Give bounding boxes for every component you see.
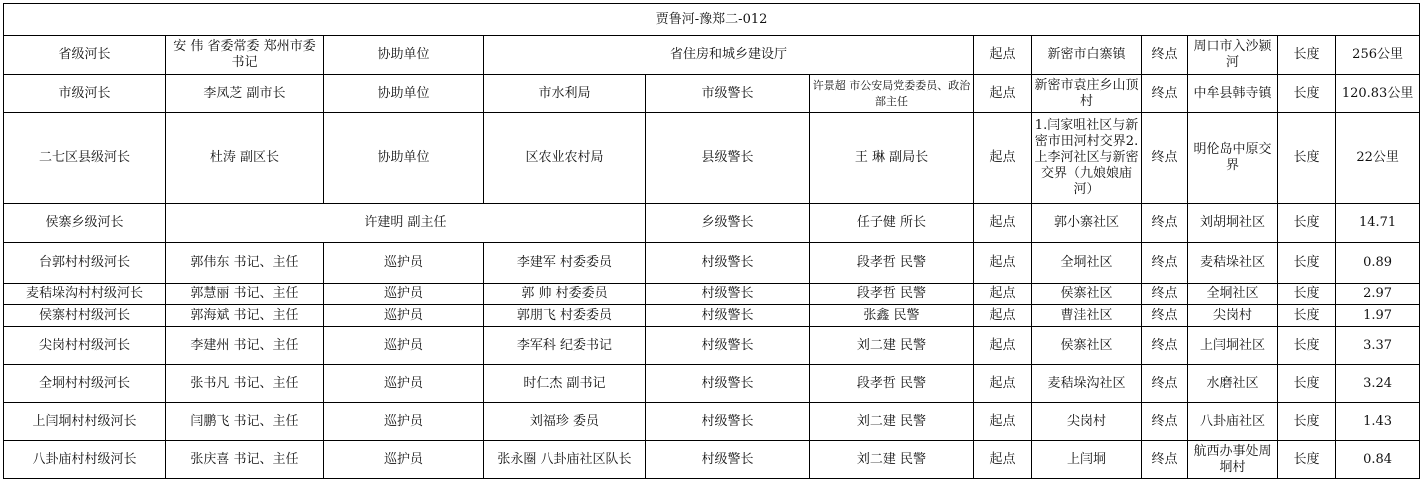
- start-point: 侯寨社区: [1032, 284, 1142, 305]
- police-chief: 段孝哲 民警: [810, 284, 974, 305]
- chief-name: 闫鹏飞 书记、主任: [166, 403, 324, 441]
- chief-level: 市级河长: [4, 75, 166, 113]
- police-level: 村级警长: [646, 441, 810, 479]
- chief-name: 郭伟东 书记、主任: [166, 243, 324, 284]
- title-row: [4, 4, 1420, 36]
- start-point: 新密市白寨镇: [1032, 36, 1142, 75]
- length-label: 长度: [1278, 365, 1336, 403]
- chief-name: 杜涛 副区长: [166, 113, 324, 204]
- start-label: 起点: [974, 403, 1032, 441]
- table-row: [4, 441, 1420, 479]
- length-label: 长度: [1278, 403, 1336, 441]
- police-chief: 刘二建 民警: [810, 441, 974, 479]
- table-row: [4, 327, 1420, 365]
- length-value: 22公里: [1336, 113, 1420, 204]
- length-value: 256公里: [1336, 36, 1420, 75]
- police-level: 县级警长: [646, 113, 810, 204]
- end-label: 终点: [1142, 36, 1188, 75]
- length-label: 长度: [1278, 327, 1336, 365]
- patrol-label: 巡护员: [324, 327, 484, 365]
- chief-level: 侯寨乡级河长: [4, 204, 166, 243]
- start-point: 新密市袁庄乡山顶村: [1032, 75, 1142, 113]
- table-row: [4, 403, 1420, 441]
- table-row: [4, 75, 1420, 113]
- police-chief: 段孝哲 民警: [810, 365, 974, 403]
- start-label: 起点: [974, 243, 1032, 284]
- end-label: 终点: [1142, 305, 1188, 327]
- length-label: 长度: [1278, 305, 1336, 327]
- length-label: 长度: [1278, 113, 1336, 204]
- police-level: 市级警长: [646, 75, 810, 113]
- chief-level: 省级河长: [4, 36, 166, 75]
- police-chief: 刘二建 民警: [810, 403, 974, 441]
- length-value: 2.97: [1336, 284, 1420, 305]
- length-value: 1.43: [1336, 403, 1420, 441]
- chief-level: 麦秸垛沟村村级河长: [4, 284, 166, 305]
- police-level: 村级警长: [646, 403, 810, 441]
- start-label: 起点: [974, 365, 1032, 403]
- table-row: [4, 204, 1420, 243]
- start-label: 起点: [974, 441, 1032, 479]
- table-row: [4, 305, 1420, 327]
- chief-level: 侯寨村村级河长: [4, 305, 166, 327]
- start-label: 起点: [974, 204, 1032, 243]
- start-label: 起点: [974, 75, 1032, 113]
- chief-name: 安 伟 省委常委 郑州市委书记: [166, 36, 324, 75]
- chief-name: 李建州 书记、主任: [166, 327, 324, 365]
- patrol-label: 巡护员: [324, 284, 484, 305]
- end-label: 终点: [1142, 327, 1188, 365]
- end-label: 终点: [1142, 441, 1188, 479]
- police-chief: 刘二建 民警: [810, 327, 974, 365]
- start-label: 起点: [974, 36, 1032, 75]
- start-label: 起点: [974, 327, 1032, 365]
- start-point: 侯寨社区: [1032, 327, 1142, 365]
- chief-name: 张书凡 书记、主任: [166, 365, 324, 403]
- start-point: 全垌社区: [1032, 243, 1142, 284]
- start-point: 1.闫家咀社区与新密市田河村交界2.上李河社区与新密交界（九娘娘庙河）: [1032, 113, 1142, 204]
- end-label: 终点: [1142, 113, 1188, 204]
- end-point: 麦秸垛社区: [1188, 243, 1278, 284]
- table-row: [4, 36, 1420, 75]
- chief-level: 八卦庙村村级河长: [4, 441, 166, 479]
- end-point: 上闫垌社区: [1188, 327, 1278, 365]
- police-chief: 段孝哲 民警: [810, 243, 974, 284]
- assist-label: 协助单位: [324, 75, 484, 113]
- start-point: 曹洼社区: [1032, 305, 1142, 327]
- police-chief: 许景超 市公安局党委委员、政治部主任: [810, 75, 974, 113]
- police-chief: 王 琳 副局长: [810, 113, 974, 204]
- end-point: 周口市入沙颍河: [1188, 36, 1278, 75]
- start-label: 起点: [974, 113, 1032, 204]
- chief-level: 台郭村村级河长: [4, 243, 166, 284]
- end-point: 水磨社区: [1188, 365, 1278, 403]
- patrol-label: 巡护员: [324, 365, 484, 403]
- end-point: 尖岗村: [1188, 305, 1278, 327]
- patrol-name: 时仁杰 副书记: [484, 365, 646, 403]
- length-label: 长度: [1278, 441, 1336, 479]
- chief-name: 张庆喜 书记、主任: [166, 441, 324, 479]
- chief-name: 许建明 副主任: [166, 204, 646, 243]
- chief-name: 郭慧丽 书记、主任: [166, 284, 324, 305]
- end-point: 航西办事处周垌村: [1188, 441, 1278, 479]
- table-row: [4, 113, 1420, 204]
- end-point: 明伦岛中原交界: [1188, 113, 1278, 204]
- end-label: 终点: [1142, 75, 1188, 113]
- police-level: 村级警长: [646, 327, 810, 365]
- police-level: 乡级警长: [646, 204, 810, 243]
- end-label: 终点: [1142, 403, 1188, 441]
- assist-unit: 区农业农村局: [484, 113, 646, 204]
- patrol-label: 巡护员: [324, 243, 484, 284]
- patrol-name: 李建军 村委委员: [484, 243, 646, 284]
- start-point: 郭小寨社区: [1032, 204, 1142, 243]
- end-label: 终点: [1142, 243, 1188, 284]
- chief-name: 李凤芝 副市长: [166, 75, 324, 113]
- length-value: 0.89: [1336, 243, 1420, 284]
- assist-label: 协助单位: [324, 36, 484, 75]
- patrol-label: 巡护员: [324, 441, 484, 479]
- table-title: 贾鲁河-豫郑二-012: [4, 4, 1420, 36]
- start-label: 起点: [974, 305, 1032, 327]
- police-chief: 张鑫 民警: [810, 305, 974, 327]
- end-point: 八卦庙社区: [1188, 403, 1278, 441]
- chief-level: 全垌村村级河长: [4, 365, 166, 403]
- chief-name: 郭海斌 书记、主任: [166, 305, 324, 327]
- assist-unit: 省住房和城乡建设厅: [484, 36, 974, 75]
- table-row: [4, 284, 1420, 305]
- patrol-name: 郭 帅 村委委员: [484, 284, 646, 305]
- patrol-name: 张永圈 八卦庙社区队长: [484, 441, 646, 479]
- chief-level: 尖岗村村级河长: [4, 327, 166, 365]
- end-point: 中牟县韩寺镇: [1188, 75, 1278, 113]
- end-point: 刘胡垌社区: [1188, 204, 1278, 243]
- end-point: 全垌社区: [1188, 284, 1278, 305]
- length-value: 14.71: [1336, 204, 1420, 243]
- length-label: 长度: [1278, 36, 1336, 75]
- assist-label: 协助单位: [324, 113, 484, 204]
- length-value: 1.97: [1336, 305, 1420, 327]
- chief-level: 二七区县级河长: [4, 113, 166, 204]
- end-label: 终点: [1142, 365, 1188, 403]
- length-label: 长度: [1278, 75, 1336, 113]
- patrol-name: 李军科 纪委书记: [484, 327, 646, 365]
- length-value: 3.37: [1336, 327, 1420, 365]
- patrol-label: 巡护员: [324, 305, 484, 327]
- patrol-label: 巡护员: [324, 403, 484, 441]
- river-chief-table: [3, 3, 1420, 479]
- length-value: 3.24: [1336, 365, 1420, 403]
- table-row: [4, 365, 1420, 403]
- police-level: 村级警长: [646, 243, 810, 284]
- chief-level: 上闫垌村村级河长: [4, 403, 166, 441]
- start-point: 尖岗村: [1032, 403, 1142, 441]
- patrol-name: 郭朋飞 村委委员: [484, 305, 646, 327]
- start-point: 麦秸垛沟社区: [1032, 365, 1142, 403]
- assist-unit: 市水利局: [484, 75, 646, 113]
- length-value: 0.84: [1336, 441, 1420, 479]
- length-label: 长度: [1278, 284, 1336, 305]
- length-label: 长度: [1278, 243, 1336, 284]
- end-label: 终点: [1142, 284, 1188, 305]
- police-chief: 任子健 所长: [810, 204, 974, 243]
- length-label: 长度: [1278, 204, 1336, 243]
- start-label: 起点: [974, 284, 1032, 305]
- length-value: 120.83公里: [1336, 75, 1420, 113]
- end-label: 终点: [1142, 204, 1188, 243]
- police-level: 村级警长: [646, 365, 810, 403]
- police-level: 村级警长: [646, 305, 810, 327]
- police-level: 村级警长: [646, 284, 810, 305]
- patrol-name: 刘福珍 委员: [484, 403, 646, 441]
- start-point: 上闫垌: [1032, 441, 1142, 479]
- table-row: [4, 243, 1420, 284]
